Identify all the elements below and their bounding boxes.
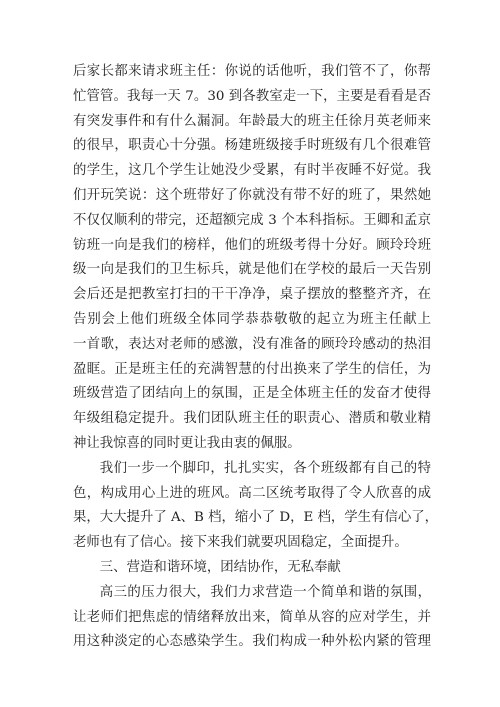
text-line: 钫班一向是我们的榜样，他们的班级考得十分好。顾玲玲班 xyxy=(73,237,431,253)
text-line: 告别会上他们班级全体同学恭恭敬敬的起立为班主任献上 xyxy=(73,311,431,327)
text-line: 会后还是把教室打扫的干干净净，桌子摆放的整整齐齐，在 xyxy=(73,287,431,303)
text-line: 色，构成用心上进的班风。高二区统考取得了令人欣喜的成 xyxy=(73,485,431,501)
document-page xyxy=(73,60,439,655)
text-line: 让老师们把焦虑的情绪释放出来，简单从容的应对学生，并 xyxy=(73,609,431,625)
text-line: 用这种淡定的心态感染学生。我们构成一种外松内紧的管理 xyxy=(73,634,431,650)
paragraph-harmony xyxy=(73,581,431,655)
text-line: 的很早，职责心十分强。杨建班级接手时班级有几个很难管 xyxy=(73,138,431,154)
text-line: 的学生，这几个学生让她没少受累，有时半夜睡不好觉。我 xyxy=(73,163,431,179)
text-line: 老师也有了信心。接下来我们就要巩固稳定，全面提升。 xyxy=(73,535,408,551)
text-line: 有突发事件和有什么漏洞。年龄最大的班主任徐月英老师来 xyxy=(73,113,431,129)
text-line: 一首歌，表达对老师的感激，没有准备的顾玲玲感动的热泪 xyxy=(73,336,431,352)
text-line: 盈眶。正是班主任的充满智慧的付出换来了学生的信任，为 xyxy=(73,361,431,377)
text-line: 我们一步一个脚印，扎扎实实，各个班级都有自己的特 xyxy=(99,460,431,476)
paragraph-class-teachers xyxy=(73,60,431,457)
text-line: 们开玩笑说：这个班带好了你就没有带不好的班了，果然她 xyxy=(73,187,431,203)
paragraph-class-progress xyxy=(73,457,439,556)
text-line: 级一向是我们的卫生标兵，就是他们在学校的最后一天告别 xyxy=(73,262,431,278)
text-line: 后家长都来请求班主任：你说的话他听，我们管不了，你帮 xyxy=(73,64,431,79)
text-line: 不仅仅顺利的带完，还超额完成 3 个本科指标。王卿和孟京 xyxy=(73,212,431,228)
text-line: 神让我惊喜的同时更让我由衷的佩服。 xyxy=(73,435,301,451)
text-line: 年级组稳定提升。我们团队班主任的职责心、潜质和敬业精 xyxy=(73,411,431,427)
text-line: 班级营造了团结向上的氛围，正是全体班主任的发奋才使得 xyxy=(73,386,431,402)
text-line: 忙管管。我每一天 7。30 到各教室走一下，主要是看看是否 xyxy=(73,88,431,104)
text-line: 果，大大提升了 A、B 档，缩小了 D，E 档，学生有信心了， xyxy=(73,510,439,526)
text-line: 高三的压力很大，我们力求营造一个简单和谐的氛围， xyxy=(99,584,431,600)
section-heading xyxy=(73,556,431,581)
section-heading-text: 三、营造和谐环境，团结协作，无私奉献 xyxy=(99,559,341,575)
